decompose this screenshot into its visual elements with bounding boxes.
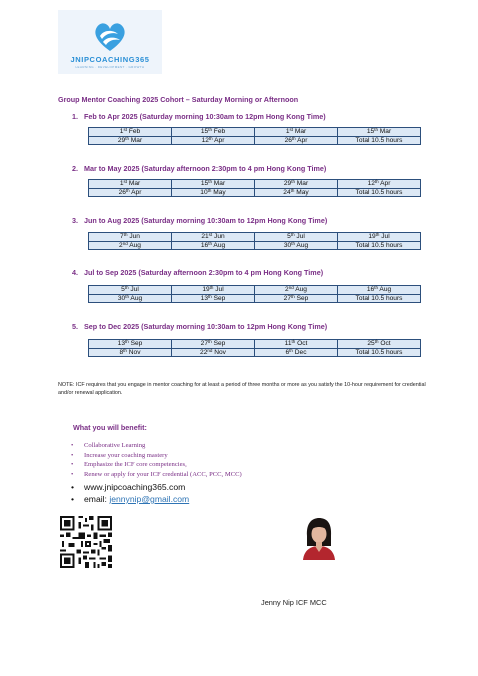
total-hours-cell: Total 10.5 hours: [338, 348, 421, 357]
schedule-table: [88, 339, 421, 357]
table-row: [89, 180, 421, 189]
table-row: [89, 348, 421, 357]
date-cell: 1st Mar: [255, 128, 338, 137]
total-hours-cell: Total 10.5 hours: [338, 136, 421, 145]
date-cell: 12th Apr: [172, 136, 255, 145]
date-cell: 27th Sep: [172, 340, 255, 349]
table-row: [89, 241, 421, 250]
table-row: [89, 286, 421, 295]
date-cell: 8th Nov: [89, 348, 172, 357]
date-cell: 13th Sep: [172, 294, 255, 303]
schedule-table: [88, 127, 421, 145]
date-cell: 19th Jul: [172, 286, 255, 295]
section-number: 1.: [72, 112, 78, 121]
profile-photo: [300, 516, 338, 560]
section-number: 2.: [72, 164, 78, 173]
date-cell: 29th Mar: [255, 180, 338, 189]
date-cell: 19th Jul: [338, 233, 421, 242]
qr-code-icon: [60, 516, 112, 568]
benefits-list: [68, 441, 242, 479]
date-cell: 13th Sep: [89, 340, 172, 349]
table-row: [89, 340, 421, 349]
section-number: 5.: [72, 322, 78, 331]
date-cell: 11th Oct: [255, 340, 338, 349]
date-cell: 27th Sep: [255, 294, 338, 303]
date-cell: 30th Aug: [89, 294, 172, 303]
date-cell: 10th May: [172, 188, 255, 197]
date-cell: 5th Jul: [255, 233, 338, 242]
email-label: email:: [84, 494, 110, 504]
date-cell: 24th May: [255, 188, 338, 197]
table-row: [89, 128, 421, 137]
date-cell: 29th Mar: [89, 136, 172, 145]
list-item: • Renew or apply for your ICF credential (ACC, PCC, MCC): [68, 470, 242, 480]
date-cell: 25th Oct: [338, 340, 421, 349]
date-cell: 6th Dec: [255, 348, 338, 357]
date-cell: 2nd Aug: [255, 286, 338, 295]
date-cell: 16th Aug: [172, 241, 255, 250]
section-number: 3.: [72, 216, 78, 225]
schedule-table: [88, 179, 421, 197]
total-hours-cell: Total 10.5 hours: [338, 188, 421, 197]
section-heading: [72, 322, 327, 331]
section-heading-text: Jun to Aug 2025 (Saturday morning 10:30am to 12pm Hong Kong Time): [84, 216, 328, 225]
logo: [58, 10, 162, 74]
section-heading-text: Feb to Apr 2025 (Saturday morning 10:30am to 12pm Hong Kong Time): [84, 112, 326, 121]
benefits-heading: What you will benefit:: [73, 423, 147, 432]
website-link[interactable]: www.jnipcoaching365.com: [84, 482, 186, 492]
section-number: 4.: [72, 268, 78, 277]
date-cell: 26th Apr: [255, 136, 338, 145]
list-item: • Collaborative Learning: [68, 441, 242, 451]
date-cell: 26th Apr: [89, 188, 172, 197]
icf-note: NOTE: ICF requires that you engage in mentor coaching for at least a period of three months or more as you satisfy the 10-hour requirement for credential and/or renewal application.: [58, 382, 426, 396]
date-cell: 1st Feb: [89, 128, 172, 137]
email-link[interactable]: jennynip@gmail.com: [109, 494, 190, 504]
date-cell: 16th Aug: [338, 286, 421, 295]
schedule-table: [88, 285, 421, 303]
logo-heart-icon: [92, 20, 128, 54]
logo-wordmark: JNIPCOACHING365: [70, 55, 150, 64]
total-hours-cell: Total 10.5 hours: [338, 241, 421, 250]
date-cell: 12th Apr: [338, 180, 421, 189]
section-heading: [72, 112, 326, 121]
logo-tagline: LEARNING . DEVELOPMENT . GROWTH: [75, 65, 145, 69]
total-hours-cell: Total 10.5 hours: [338, 294, 421, 303]
table-row: [89, 136, 421, 145]
date-cell: 15th Mar: [338, 128, 421, 137]
date-cell: 5th Jul: [89, 286, 172, 295]
section-heading-text: Jul to Sep 2025 (Saturday afternoon 2:30pm to 4 pm Hong Kong Time): [84, 268, 324, 277]
section-heading: [72, 164, 326, 173]
section-heading-text: Sep to Dec 2025 (Saturday morning 10:30am to 12pm Hong Kong Time): [84, 322, 328, 331]
date-cell: 30th Aug: [255, 241, 338, 250]
date-cell: 1st Mar: [89, 180, 172, 189]
website-item[interactable]: [68, 482, 185, 492]
date-cell: 7th Jun: [89, 233, 172, 242]
table-row: [89, 294, 421, 303]
list-item: • Increase your coaching mastery: [68, 451, 242, 461]
table-row: [89, 233, 421, 242]
date-cell: 2nd Aug: [89, 241, 172, 250]
schedule-table: [88, 232, 421, 250]
list-item: • Emphasize the ICF core competencies,: [68, 460, 242, 470]
date-cell: 15th Feb: [172, 128, 255, 137]
signature: Jenny Nip ICF MCC: [261, 598, 327, 607]
table-row: [89, 188, 421, 197]
date-cell: 22nd Nov: [172, 348, 255, 357]
section-heading: [72, 268, 323, 277]
section-heading: [72, 216, 327, 225]
section-heading-text: Mar to May 2025 (Saturday afternoon 2:30pm to 4 pm Hong Kong Time): [84, 164, 327, 173]
date-cell: 15th Mar: [172, 180, 255, 189]
date-cell: 21st Jun: [172, 233, 255, 242]
page-title: Group Mentor Coaching 2025 Cohort – Saturday Morning or Afternoon: [58, 95, 299, 104]
email-item: [68, 494, 189, 504]
